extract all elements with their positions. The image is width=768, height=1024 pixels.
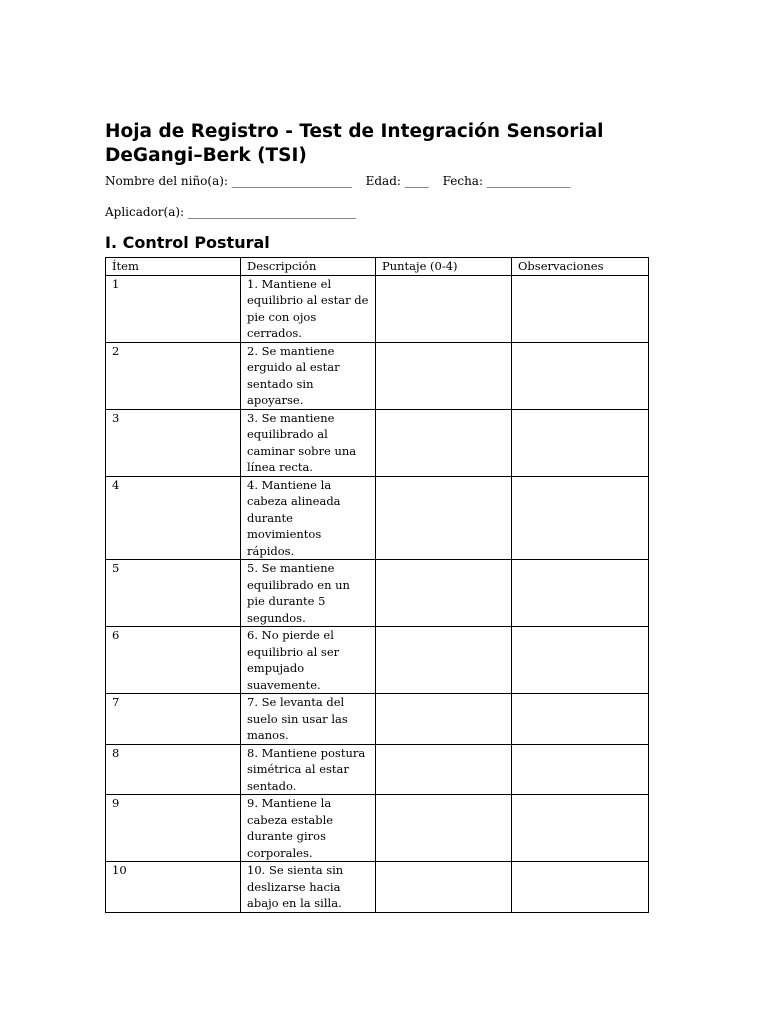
item-number: 8 <box>106 744 241 795</box>
score-cell <box>376 694 512 745</box>
child-name-field: Nombre del niño(a): ____________________ <box>105 174 352 188</box>
header-fields <box>105 173 650 220</box>
scoring-table <box>105 257 649 913</box>
observations-cell <box>512 560 649 627</box>
item-number: 5 <box>106 560 241 627</box>
header-item: Ítem <box>106 258 241 276</box>
applicator-line <box>105 204 650 220</box>
score-cell <box>376 795 512 862</box>
item-number: 6 <box>106 627 241 694</box>
item-description: 6. No pierde el equilibrio al ser empujado suavemente. <box>241 627 376 694</box>
child-info-line <box>105 173 650 189</box>
item-description: 1. Mantiene el equilibrio al estar de pie con ojos cerrados. <box>241 275 376 342</box>
item-description: 10. Se sienta sin deslizarse hacia abajo en la silla. <box>241 862 376 913</box>
section-heading: I. Control Postural <box>105 233 270 252</box>
item-description: 8. Mantiene postura simétrica al estar sentado. <box>241 744 376 795</box>
score-cell <box>376 862 512 913</box>
header-score: Puntaje (0-4) <box>376 258 512 276</box>
item-description: 5. Se mantiene equilibrado en un pie durante 5 segundos. <box>241 560 376 627</box>
observations-cell <box>512 275 649 342</box>
observations-cell <box>512 409 649 476</box>
item-number: 2 <box>106 342 241 409</box>
score-cell <box>376 744 512 795</box>
item-number: 9 <box>106 795 241 862</box>
observations-cell <box>512 476 649 560</box>
table-header-row <box>106 258 649 276</box>
score-cell <box>376 476 512 560</box>
age-field: Edad: ____ <box>365 174 429 188</box>
table-row <box>106 560 649 627</box>
observations-cell <box>512 694 649 745</box>
table-row <box>106 275 649 342</box>
observations-cell <box>512 627 649 694</box>
header-description: Descripción <box>241 258 376 276</box>
score-cell <box>376 342 512 409</box>
header-observations: Observaciones <box>512 258 649 276</box>
item-number: 7 <box>106 694 241 745</box>
observations-cell <box>512 342 649 409</box>
observations-cell <box>512 795 649 862</box>
observations-cell <box>512 744 649 795</box>
table-row <box>106 694 649 745</box>
item-description: 3. Se mantiene equilibrado al caminar sobre una línea recta. <box>241 409 376 476</box>
score-cell <box>376 560 512 627</box>
table-row <box>106 744 649 795</box>
item-description: 9. Mantiene la cabeza estable durante giros corporales. <box>241 795 376 862</box>
item-number: 1 <box>106 275 241 342</box>
table-row <box>106 795 649 862</box>
observations-cell <box>512 862 649 913</box>
score-cell <box>376 627 512 694</box>
score-cell <box>376 409 512 476</box>
table-row <box>106 342 649 409</box>
table-row <box>106 476 649 560</box>
applicator-field: Aplicador(a): ____________________________ <box>105 205 356 219</box>
date-field: Fecha: ______________ <box>442 174 571 188</box>
table-row <box>106 409 649 476</box>
item-number: 3 <box>106 409 241 476</box>
document-title: Hoja de Registro - Test de Integración Sensorial DeGangi–Berk (TSI) <box>105 121 604 166</box>
item-description: 4. Mantiene la cabeza alineada durante movimientos rápidos. <box>241 476 376 560</box>
table-row <box>106 627 649 694</box>
item-number: 4 <box>106 476 241 560</box>
document-page <box>105 120 650 913</box>
table-row <box>106 862 649 913</box>
score-cell <box>376 275 512 342</box>
item-description: 2. Se mantiene erguido al estar sentado sin apoyarse. <box>241 342 376 409</box>
item-number: 10 <box>106 862 241 913</box>
item-description: 7. Se levanta del suelo sin usar las manos. <box>241 694 376 745</box>
